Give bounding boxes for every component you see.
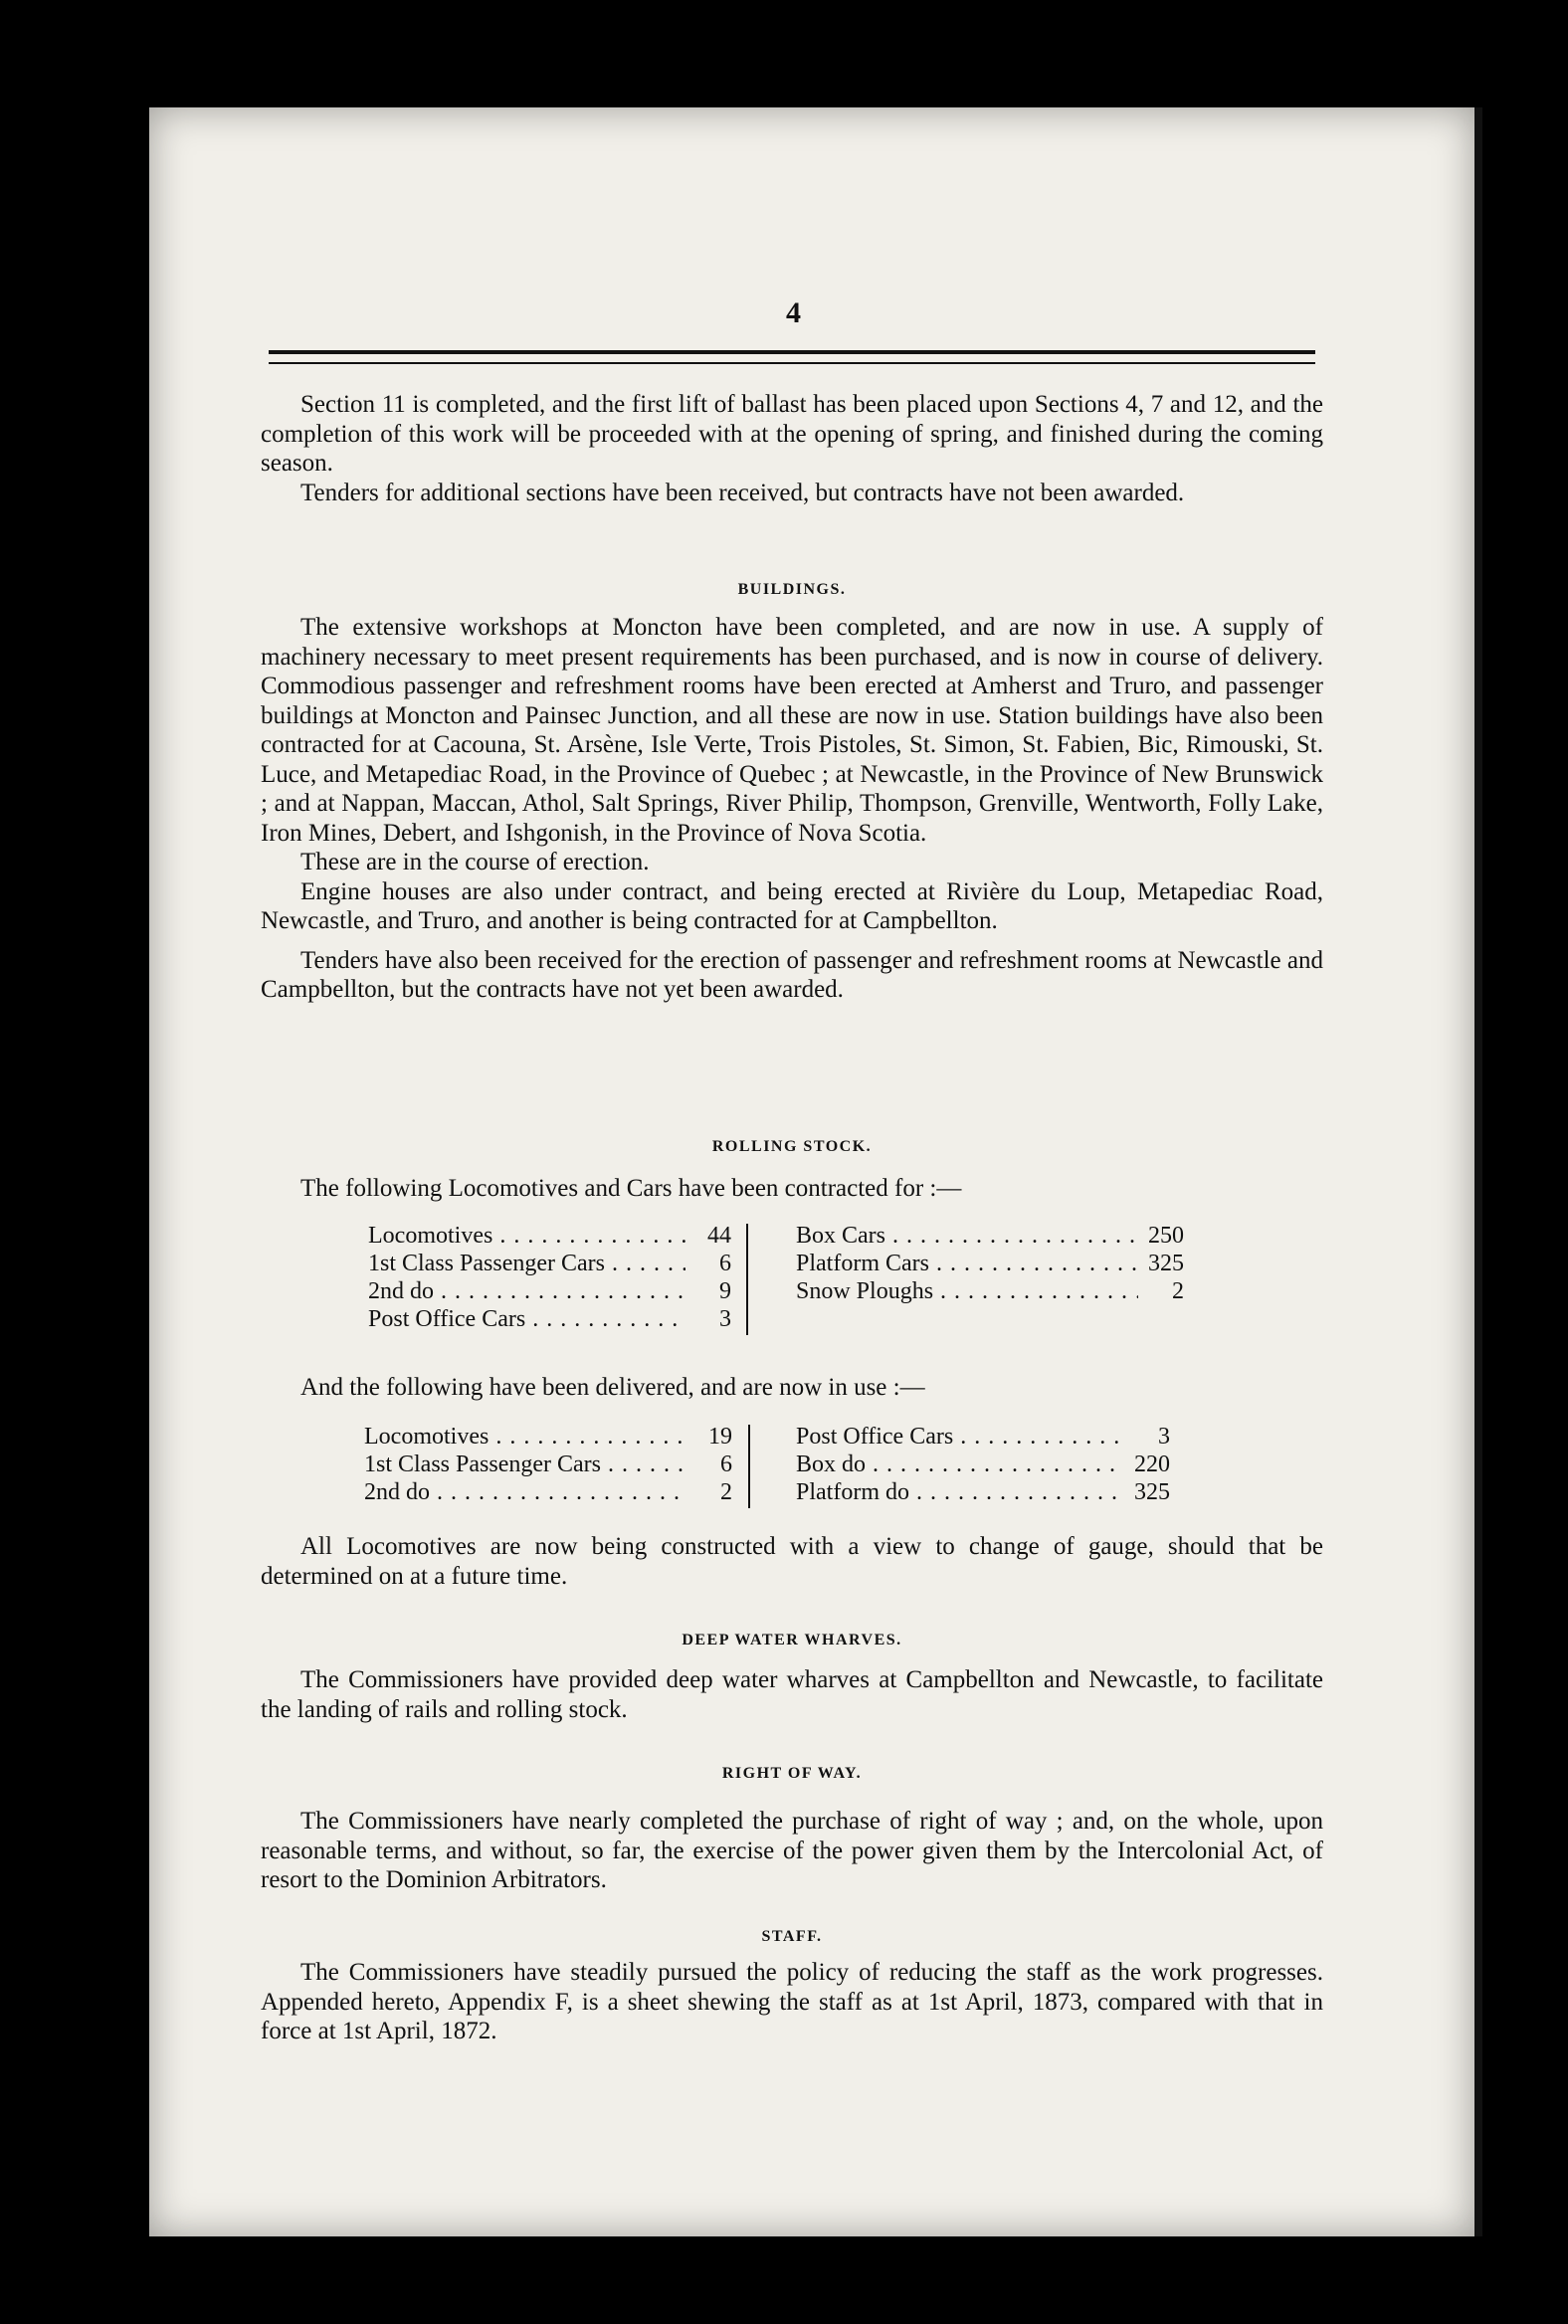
delivered-table bbox=[364, 1423, 1200, 1512]
table-row bbox=[796, 1451, 1170, 1478]
gauge-note: All Locomotives are now being constructed with a view to change of gauge, should that be determined on at a future time. bbox=[261, 1533, 1323, 1590]
delivered-intro bbox=[261, 1373, 1323, 1403]
row-value: 250 bbox=[1148, 1223, 1184, 1249]
deep-water-section bbox=[261, 1665, 1323, 1724]
delivered-left-column bbox=[364, 1423, 732, 1506]
column-divider bbox=[748, 1425, 750, 1508]
table-row bbox=[796, 1222, 1184, 1250]
table-row bbox=[796, 1478, 1170, 1506]
column-divider bbox=[746, 1224, 748, 1335]
staff-paragraph: The Commissioners have steadily pursued the policy of reducing the staff as the work progresses. Appended hereto, Appendix F, is a sheet shewing the staff as at 1st April, 1873, compared with that in force at 1st April, 1872. bbox=[261, 1959, 1323, 2044]
deep-water-heading: DEEP WATER WHARVES. bbox=[682, 1632, 902, 1648]
header-rule bbox=[269, 350, 1315, 354]
staff-heading: STAFF. bbox=[761, 1928, 823, 1945]
table-row bbox=[364, 1478, 732, 1506]
table-row bbox=[796, 1423, 1170, 1451]
row-label: Locomotives . . . bbox=[368, 1222, 686, 1250]
table-row bbox=[368, 1222, 731, 1250]
right-of-way-paragraph: The Commissioners have nearly completed the purchase of right of way ; and, on the whole, upon reasonable terms, and without, so far, the exercise of the power given them by the Intercolonial Act, of resort to the Dominion Arbitrators. bbox=[261, 1808, 1323, 1893]
row-value: 3 bbox=[719, 1306, 731, 1332]
buildings-heading: BUILDINGS. bbox=[737, 581, 847, 598]
buildings-paragraph: The extensive workshops at Moncton have been completed, and are now in use. A supply of machinery necessary to meet present requirements has been purchased, and is now in course of delivery. Commodious passenger and refreshment rooms have been erected at Amherst and Truro, and passenger buildings at Moncton and Painsec Junction, and all these are now in use. Station buildings have also been contracted for at Cacouna, St. Arsène, Isle Verte, Trois Pistoles, St. Simon, St. Fabien, Bic, Rimouski, St. Luce, and Metapediac Road, in the Province of Quebec ; at Newcastle, in the Province of New Brunswick ; and at Nappan, Maccan, Athol, Salt Springs, River Philip, Thompson, Grenville, Wentworth, Folly Lake, Iron Mines, Debert, and Ishgonish, in the Province of Nova Scotia. bbox=[261, 614, 1323, 847]
intro-paragraph: Tenders for additional sections have been received, but contracts have not been awarded. bbox=[300, 479, 1185, 506]
intro-section bbox=[261, 390, 1323, 507]
row-label: 1st Class Passenger Cars . . . bbox=[368, 1250, 686, 1277]
header-rule-thin bbox=[269, 362, 1315, 364]
row-value: 9 bbox=[719, 1278, 731, 1304]
gauge-note-section bbox=[261, 1532, 1323, 1591]
table-row bbox=[364, 1451, 732, 1478]
row-value: 44 bbox=[707, 1223, 731, 1249]
table-row bbox=[368, 1277, 731, 1305]
row-label: Platform Cars . . . bbox=[796, 1250, 1138, 1277]
page-edge bbox=[1474, 107, 1482, 2236]
rolling-stock-heading: ROLLING STOCK. bbox=[711, 1138, 873, 1155]
row-label: Locomotives . . . bbox=[364, 1423, 686, 1451]
row-value: 325 bbox=[1134, 1479, 1170, 1505]
row-label: Box Cars . . . bbox=[796, 1222, 1138, 1250]
table-row bbox=[796, 1277, 1184, 1305]
row-value: 6 bbox=[720, 1452, 732, 1477]
row-value: 19 bbox=[708, 1424, 732, 1450]
contracted-table bbox=[368, 1222, 1204, 1341]
contracted-intro-text: The following Locomotives and Cars have been contracted for :— bbox=[300, 1175, 962, 1202]
row-label: 2nd do . . . bbox=[368, 1277, 686, 1305]
right-of-way-section bbox=[261, 1807, 1323, 1895]
row-label: 2nd do . . . bbox=[364, 1478, 686, 1506]
table-row bbox=[796, 1250, 1184, 1277]
row-value: 325 bbox=[1148, 1251, 1184, 1276]
row-label: Snow Ploughs . . . bbox=[796, 1277, 1138, 1305]
row-label: Post Office Cars . . . bbox=[368, 1305, 686, 1333]
intro-paragraph: Section 11 is completed, and the first lift of ballast has been placed upon Sections 4, 7 and 12, and the completion of this work will be proceeded with at the opening of spring, and finished during the coming season. bbox=[261, 391, 1323, 477]
row-label: Platform do . . . bbox=[796, 1478, 1124, 1506]
delivered-intro-text: And the following have been delivered, and are now in use :— bbox=[300, 1374, 925, 1401]
row-label: Box do . . . bbox=[796, 1451, 1124, 1478]
staff-section bbox=[261, 1958, 1323, 2046]
delivered-right-column bbox=[796, 1423, 1170, 1506]
row-value: 220 bbox=[1134, 1452, 1170, 1477]
page-number: 4 bbox=[786, 296, 801, 329]
row-value: 2 bbox=[720, 1479, 732, 1505]
buildings-paragraph: Tenders have also been received for the erection of passenger and refreshment rooms at Newcastle and Campbellton, but the contracts have not yet been awarded. bbox=[261, 946, 1323, 1003]
buildings-paragraph: These are in the course of erection. bbox=[300, 849, 650, 875]
row-value: 3 bbox=[1158, 1424, 1170, 1450]
row-value: 2 bbox=[1172, 1278, 1184, 1304]
table-row bbox=[364, 1423, 732, 1451]
row-value: 6 bbox=[719, 1251, 731, 1276]
contracted-intro bbox=[261, 1174, 1323, 1204]
right-of-way-heading: RIGHT OF WAY. bbox=[721, 1765, 863, 1782]
buildings-paragraph: Engine houses are also under contract, and being erected at Rivière du Loup, Metapediac Road, Newcastle, and Truro, and another is being contracted for at Campbellton. bbox=[261, 877, 1323, 934]
deep-water-paragraph: The Commissioners have provided deep water wharves at Campbellton and Newcastle, to facilitate the landing of rails and rolling stock. bbox=[261, 1666, 1323, 1723]
row-label: 1st Class Passenger Cars . . . bbox=[364, 1451, 686, 1478]
contracted-right-column bbox=[796, 1222, 1184, 1305]
contracted-left-column bbox=[368, 1222, 731, 1333]
row-label: Post Office Cars . . . bbox=[796, 1423, 1124, 1451]
table-row bbox=[368, 1250, 731, 1277]
table-row bbox=[368, 1305, 731, 1333]
buildings-section bbox=[261, 613, 1323, 1005]
